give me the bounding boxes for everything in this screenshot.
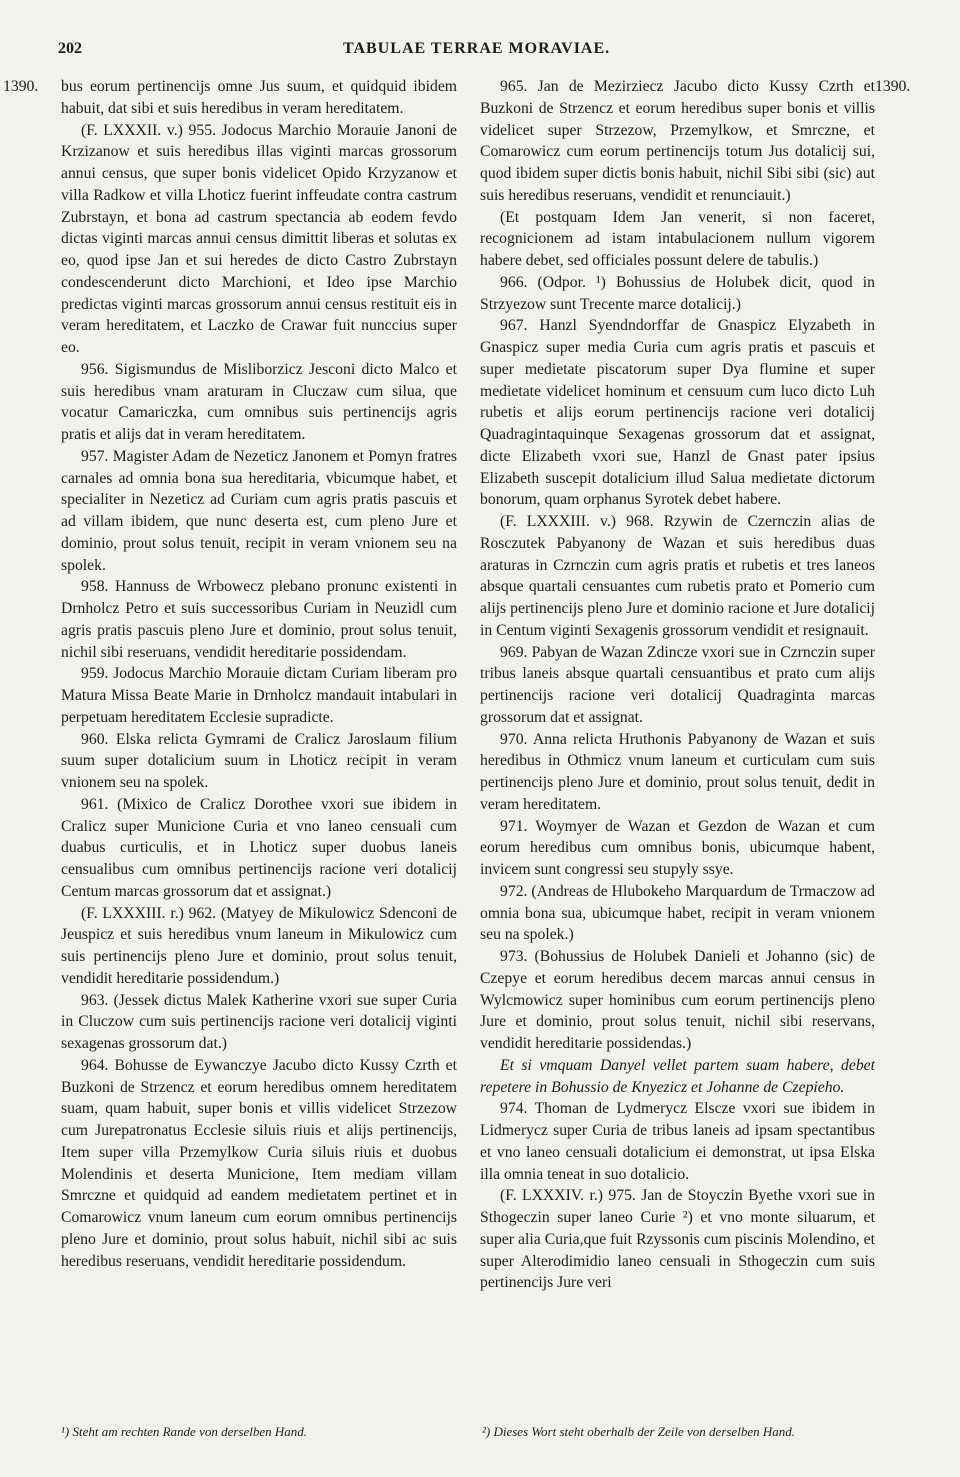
- left-column-paragraph: 959. Jodocus Marchio Morauie dictam Curiam liberam pro Matura Missa Beate Marie in Drnholcz mandauit intabulari in perpetuam hereditatem Ecclesie supradicte.: [61, 665, 457, 726]
- margin-year-right: 1390.: [875, 78, 911, 95]
- right-column: [480, 76, 875, 1294]
- left-column-paragraph: 957. Magister Adam de Nezeticz Janonem et Pomyn fratres carnales ad omnia bona sua hereditaria, vbicumque habet, et specialiter in Nezeticz ad Curiam cum agris pratis pascuis et ad villam ibidem, que nunc deserta est, cum pleno Jure et dominio, prout solus tenuit, recipit in veram vnionem seu na spolek.: [61, 447, 457, 574]
- right-column-paragraph: (F. LXXXIII. v.) 968. Rzywin de Czernczin alias de Rosczutek Pabyanony de Wazan et suis heredibus duas araturas in Czrnczin cum agris pratis et rubetis et tres laneos absque quartali censuantes cum rubetis prato et Pomerio cum alijs pertinencijs pleno Jure et dominio racione et Jure dotalicij in Centum viginti Sexagenis grossorum vendidit et resignauit.: [480, 513, 875, 639]
- right-column-paragraph: 966. (Odpor. ¹) Bohussius de Holubek dicit, quod in Strzyezow sunt Trecente marce dotalicij.): [480, 273, 875, 313]
- left-column-paragraph: 964. Bohusse de Eywanczye Jacubo dicto Kussy Czrth et Buzkoni de Strzencz et eorum heredibus omnem hereditatem suam, quam habuit, super bonis et villis videlicet Strzezow cum Jurepatronatus Ecclesie siluis riuis et alijs pertinencijs, Item super villa Przemylkow Curia siluis riuis et duobus Molendinis et deserta Municione, Item mediam villam Smrczne et quidquid ad eandem medietatem pertinet et in Comarowicz vnum laneum cum eorum omnibus pertinencijs pleno Jure et dominio, prout solus habuit, nichil sibi ac suis heredibus reseruans, vendidit hereditarie possidendum.: [61, 1056, 457, 1270]
- running-title: TABULAE TERRAE MORAVIAE.: [343, 40, 611, 57]
- left-column-paragraph: 960. Elska relicta Gymrami de Cralicz Jaroslaum filium suum super dotalicium suum in Lhoticz recipit in veram vnionem seu na spolek.: [61, 730, 457, 791]
- left-column: [61, 76, 457, 1272]
- right-column-paragraph: 971. Woymyer de Wazan et Gezdon de Wazan et cum eorum heredibus cum omnibus bonis, ubicumque habent, invicem sunt congressi seu stupyly ssye.: [480, 817, 875, 878]
- right-column-paragraph: 972. (Andreas de Hlubokeho Marquardum de Trmaczow ad omnia bona sua, ubicumque habet, recipit in veram vnionem seu na spolek.): [480, 882, 875, 944]
- left-column-paragraph: 961. (Mixico de Cralicz Dorothee vxori sue ibidem in Cralicz super Municione Curia et vno laneo censuali cum duabus curticulis, et in Lhoticz super duobus laneis censualibus cum omnibus pertinencijs racione veri dotalicij Centum marcas grossorum dat et assignat.): [61, 795, 457, 900]
- left-column-paragraph: 958. Hannuss de Wrbowecz plebano pronunc existenti in Drnholcz Petro et suis successoribus Curiam in Neuzidl cum agris pratis pascuis pleno Jure et dominio, prout solus tenuit, nichil sibi reseruans, vendidit hereditarie possidendam.: [61, 578, 457, 661]
- right-column-paragraph: 974. Thoman de Lydmerycz Elscze vxori sue ibidem in Lidmerycz super Curia de tribus laneis ad ipsam spectantibus et vno laneo censuali dotalicium ei demonstrat, ut ipsa Elska illa omnia teneat in suo dotalicio.: [480, 1100, 875, 1183]
- left-column-paragraph: (F. LXXXII. v.) 955. Jodocus Marchio Morauie Janoni de Krzizanow et suis heredibus illas viginti marcas grossorum annui census, que super bonis videlicet Opido Krzyzanow et villa Radkow et villa Lhoticz fuerint inffeudate contra castrum Zubrstayn, et bona ad castrum spectancia ab eodem fevdo dictas viginti marcas annui census dimittit liberas et solutas ex eo, quod ipse Jan et sui heredes de dicto Castro Zubrstayn condescenderunt dicto Marchioni, et Ideo ipse Marchio predictas viginti marcas grossorum annui census restituit eis in veram hereditatem, et Laczko de Crawar fuit nunccius super eo.: [61, 121, 457, 356]
- footnote-right: ²) Dieses Wort steht oberhalb der Zeile von derselben Hand.: [482, 1424, 795, 1439]
- margin-year-left: 1390.: [3, 78, 39, 95]
- left-column-paragraph: bus eorum pertinencijs omne Jus suum, et quidquid ibidem habuit, dat sibi et suis heredibus in veram hereditatem.: [61, 78, 457, 117]
- footnote-left: ¹) Steht am rechten Rande von derselben Hand.: [61, 1424, 308, 1439]
- page-number: 202: [58, 40, 82, 57]
- right-column-paragraph: Et si vmquam Danyel vellet partem suam habere, debet repetere in Bohussio de Knyezicz et Johanne de Czepieho.: [480, 1056, 875, 1096]
- right-column-paragraph: 967. Hanzl Syendndorffar de Gnaspicz Elyzabeth in Gnaspicz super media Curia cum agris pratis et pascuis et super medietate piscatorum super Dya flumine et super medietate videlicet hominum et censuum cum luco dicto Luh rubetis et alijs eorum pertinencijs racione veri dotalicij Quadragintaquinque Sexagenas grossorum dat et assignat, dicte Elizabeth vxori sue, Hanzl de Gnast pater ipsius Elizabeth suscepit dotalicium illud Salua medietate dictorum bonorum, quam orphanus Syrotek debet habere.: [480, 317, 875, 509]
- right-column-paragraph: (Et postquam Idem Jan venerit, si non faceret, recognicionem ad istam intabulacionem nullum vigorem habere debet, sed officiales possunt delere de tabulis.): [480, 208, 875, 269]
- right-column-paragraph: 969. Pabyan de Wazan Zdincze vxori sue in Czrnczin super tribus laneis absque quartali censuantibus et prato cum alijs pertinencijs racione veri dotalicij Quadraginta marcas grossorum dat et assignat.: [480, 643, 875, 726]
- page-header: [58, 40, 878, 70]
- left-column-paragraph: 956. Sigismundus de Misliborzicz Jesconi dicto Malco et suis heredibus vnam araturam in Cluczaw cum silua, que vocatur Camariczka, cum omnibus suis pertinencijs agris pratis et alijs dat in veram hereditatem.: [61, 360, 457, 443]
- left-column-paragraph: (F. LXXXIII. r.) 962. (Matyey de Mikulowicz Sdenconi de Jeuspicz et suis heredibus vnum laneum in Mikulowicz cum suis pertinencijs pleno Jure et dominio, prout solus tenuit, vendidit hereditarie possidendum.): [61, 904, 457, 987]
- right-column-paragraph: 965. Jan de Mezirziecz Jacubo dicto Kussy Czrth et Buzkoni de Strzencz et eorum heredibus super bonis et villis videlicet super Strzezow, Przemylkow, et Smrczne, et Comarowicz cum eorum pertinencijs totum Jus dotalicij sui, quod ibidem super dictis bonis habuit, nichil Sibi sibi (sic) aut suis heredibus reseruans, vendidit et renunciauit.): [480, 78, 875, 204]
- right-column-paragraph: (F. LXXXIV. r.) 975. Jan de Stoyczin Byethe vxori sue in Sthogeczin super laneo Curie ²) et vno monte siluarum, et super alia Curia,que fuit Rzyssonis cum piscinis Molendino, et super Alterodimidio laneo censuali in Sthogeczin cum suis pertinencijs Jure veri: [480, 1187, 875, 1292]
- left-column-paragraph: 963. (Jessek dictus Malek Katherine vxori sue super Curia in Cluczow cum suis pertinencijs racione veri dotalicij viginti sexagenas grossorum dat.): [61, 991, 457, 1052]
- right-column-paragraph: 973. (Bohussius de Holubek Danieli et Johanno (sic) de Czepye et eorum heredibus decem marcas annui census in Wylcmowicz super hominibus cum eorum pertinencijs pleno Jure et dominio, prout solus tenuit, nichil sibi reservans, vendidit hereditarie possidendas.): [480, 948, 875, 1052]
- right-column-paragraph: 970. Anna relicta Hruthonis Pabyanony de Wazan et suis heredibus in Othmicz vnum laneum et curticulam cum suis pertinencijs pleno Jure et dominio, prout solus tenuit, dedit in veram hereditatem.: [480, 730, 875, 813]
